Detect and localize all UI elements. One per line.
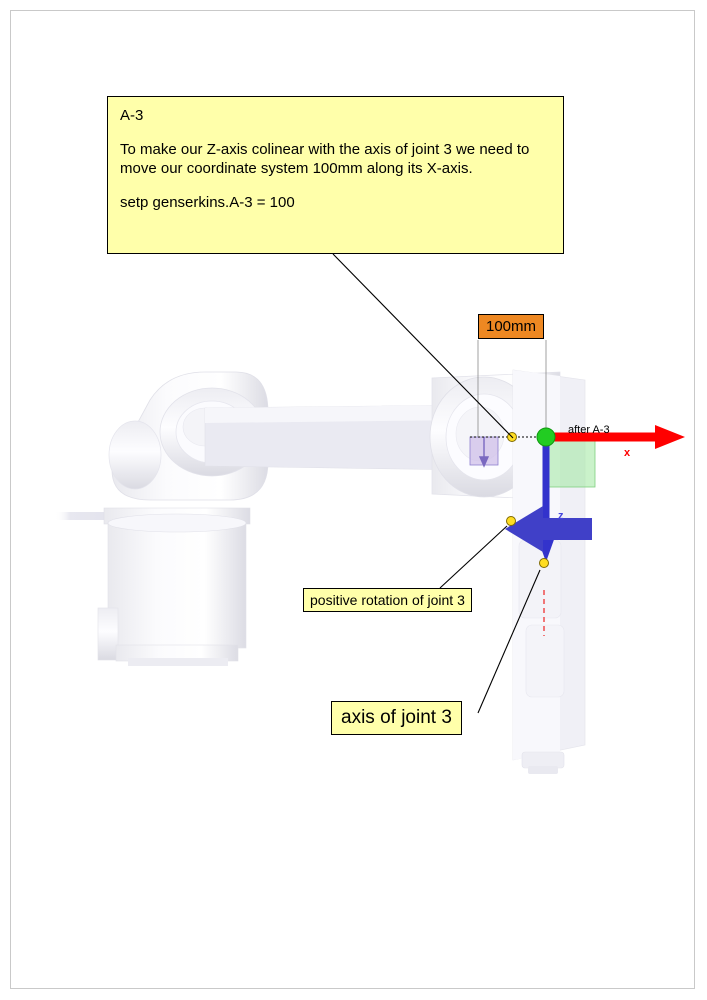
- label-after-a3: after A-3: [568, 424, 610, 436]
- callout-main-command: setp genserkins.A-3 = 100: [120, 193, 295, 211]
- callout-dimension: 100mm: [478, 314, 544, 339]
- callout-main: [107, 96, 564, 254]
- origin-marker: [537, 428, 555, 446]
- callout-axis-of-joint: axis of joint 3: [331, 701, 462, 735]
- callout-rotation: positive rotation of joint 3: [303, 588, 472, 612]
- joint-marker-bottom: [540, 559, 549, 568]
- callout-main-body: To make our Z-axis colinear with the axis of joint 3 we need to move our coordinate system 100mm along its X-axis.: [120, 141, 530, 177]
- leader-line-rotation: [440, 526, 507, 588]
- label-z-axis: z: [558, 510, 564, 522]
- coordinate-plane-green: [545, 437, 595, 487]
- callout-main-title: A-3: [120, 107, 144, 124]
- label-x-axis: x: [624, 447, 631, 459]
- robot-base: [55, 508, 250, 666]
- joint-marker-mid: [507, 517, 516, 526]
